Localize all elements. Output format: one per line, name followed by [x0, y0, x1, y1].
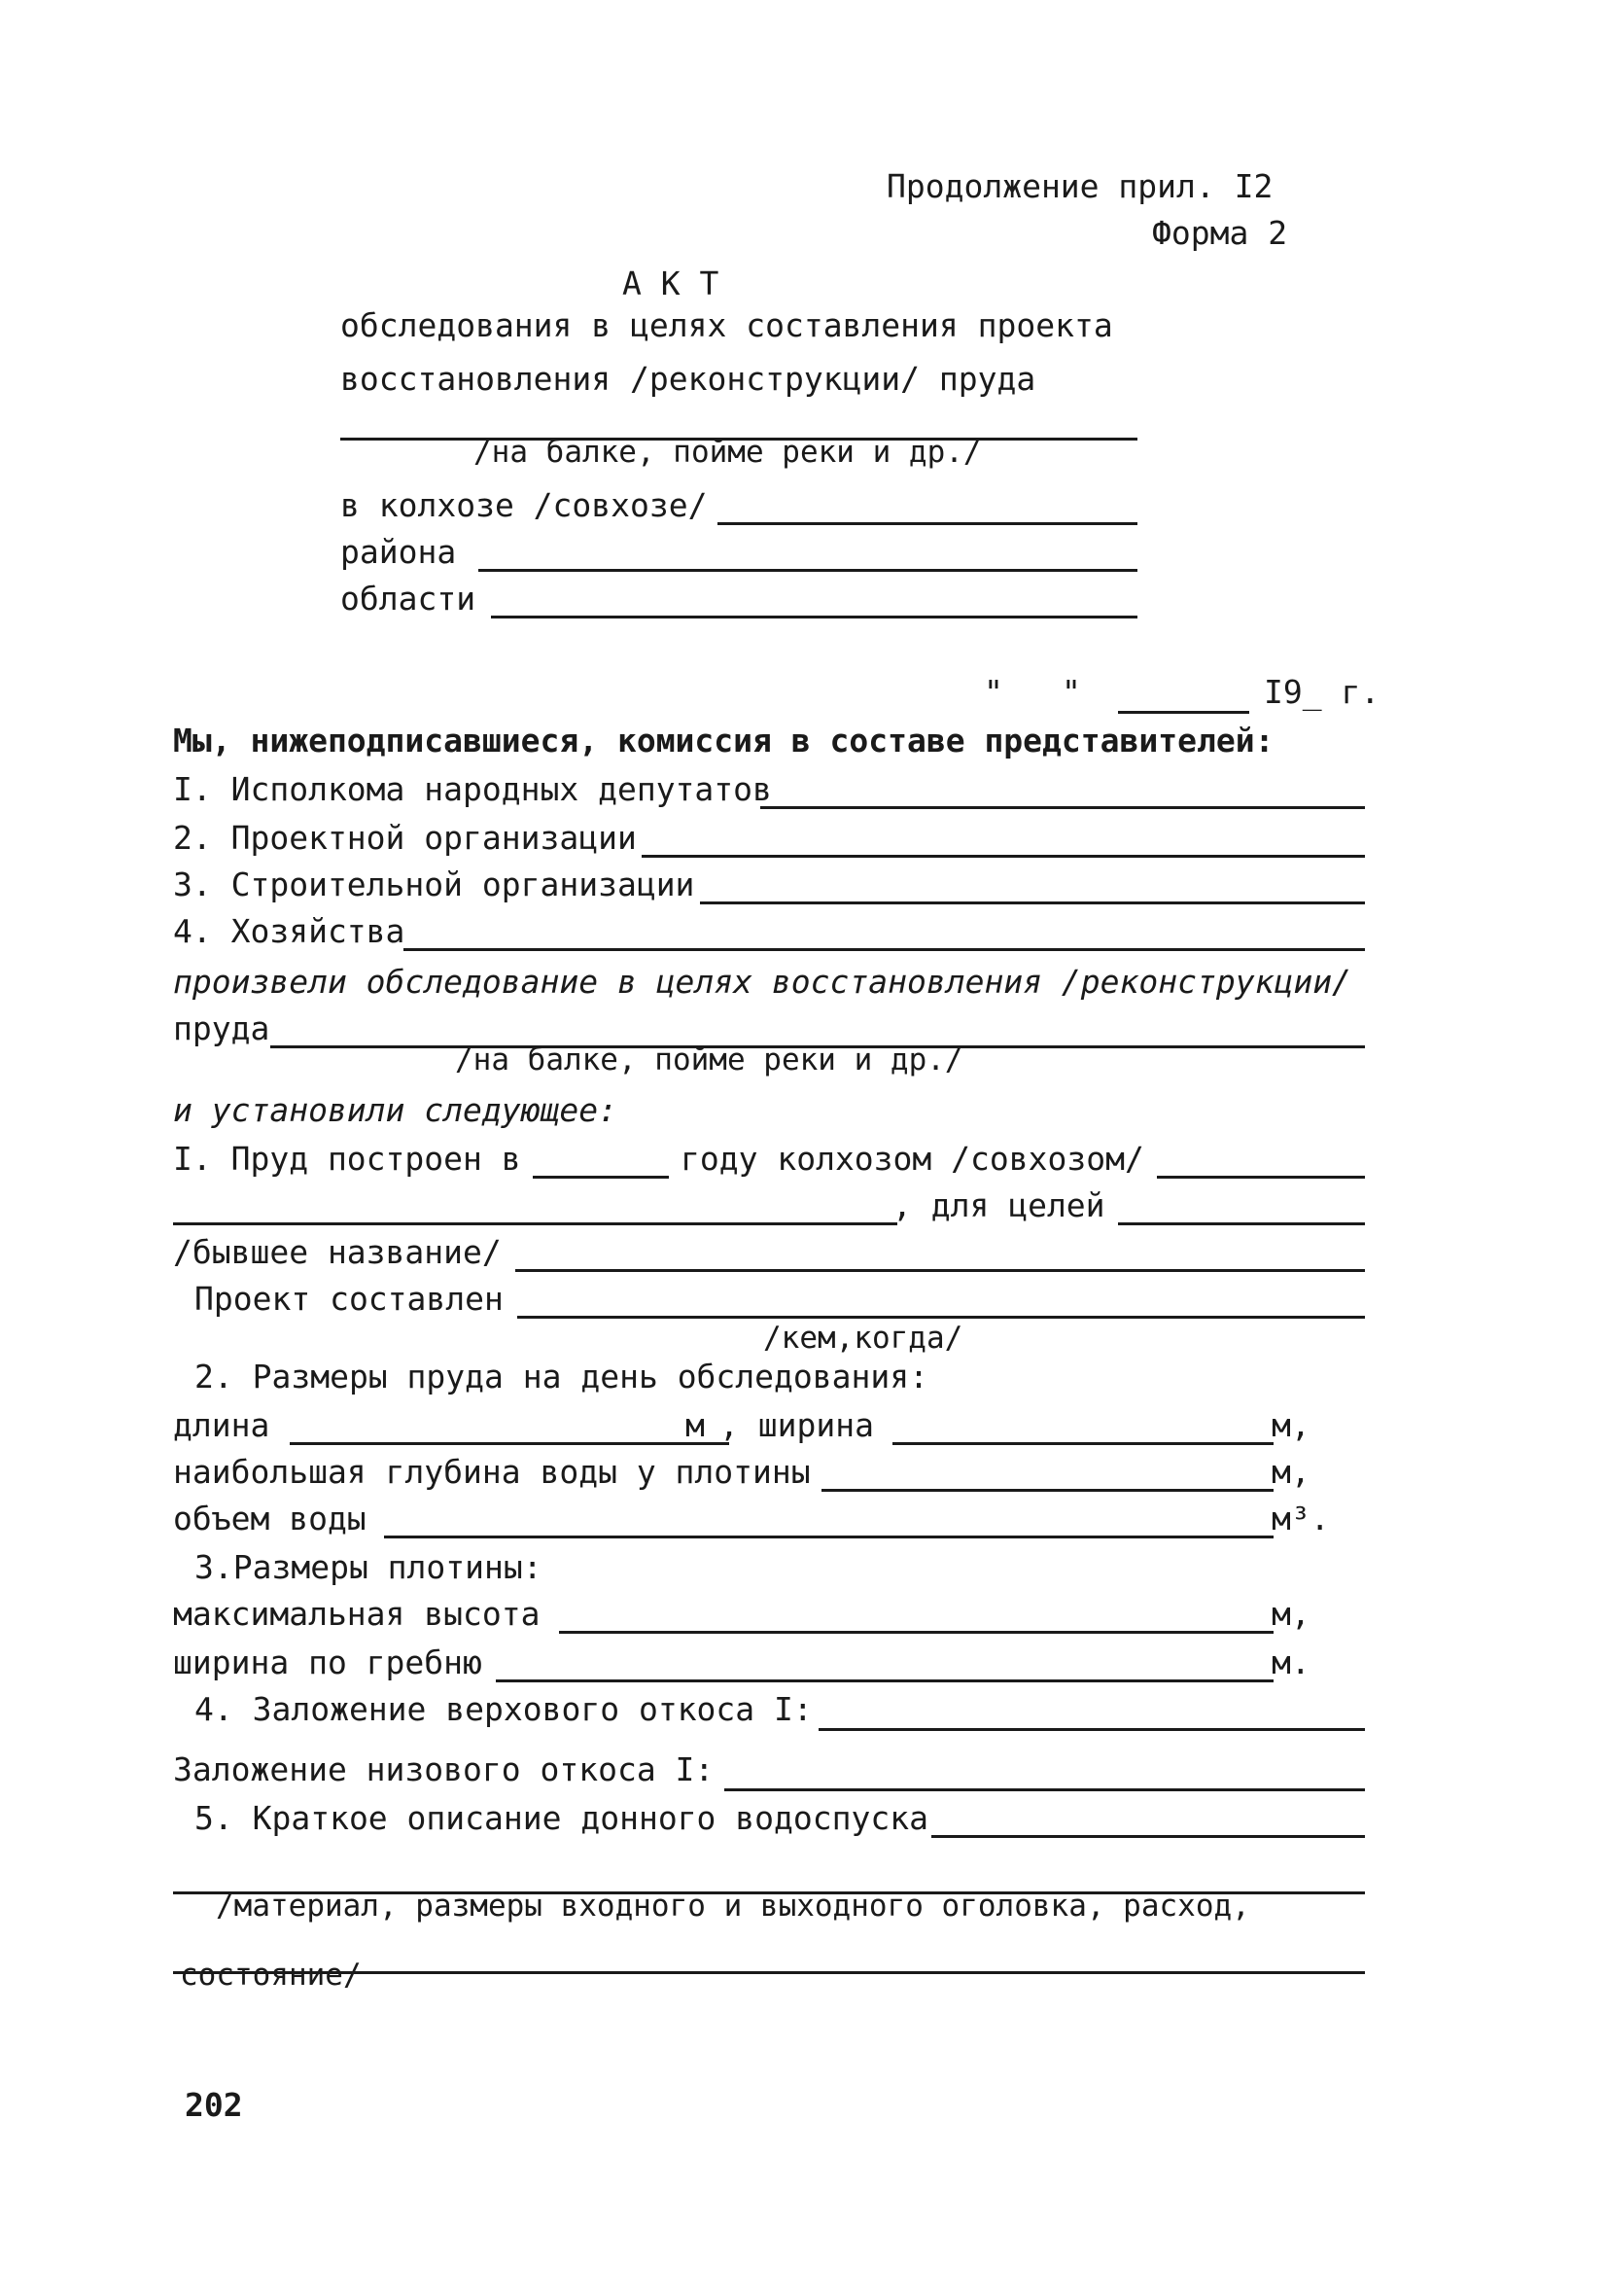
built-by-label: году колхозом /совхозом/ [681, 1140, 1144, 1178]
kolkhoz-label: в колхозе /совхозе/ [340, 486, 708, 524]
section2-title: 2. Размеры пруда на день обследования: [194, 1358, 928, 1395]
former-name-label: /бывшее название/ [173, 1233, 502, 1271]
length-unit: м [685, 1406, 705, 1444]
member-3-line [700, 901, 1365, 904]
outlet-caption-2: состояние/ [180, 1958, 362, 1993]
form-label: Форма 2 [1152, 214, 1288, 252]
member-4-label: 4. Хозяйства [173, 912, 405, 950]
project-caption: /кем,когда/ [763, 1321, 963, 1356]
upstream-slope-line [819, 1728, 1365, 1731]
section3-title: 3.Размеры плотины: [194, 1548, 542, 1586]
purpose-pre-line [173, 1222, 897, 1225]
title-line-1: обследования в целях составления проекта [340, 306, 1113, 344]
crest-width-unit: м. [1272, 1643, 1310, 1681]
established-label: и установили следующее: [173, 1091, 617, 1129]
region-label: области [340, 580, 476, 618]
length-label: длина [173, 1406, 270, 1444]
date-month-line [1118, 711, 1249, 714]
date-quote-close: " [1062, 673, 1081, 711]
member-4-line [403, 948, 1365, 951]
date-year: I9_ г. [1264, 673, 1380, 711]
act-heading: А К Т [622, 265, 719, 302]
section5-title: 5. Краткое описание донного водоспуска [194, 1799, 928, 1837]
pond-location-caption: /на балке, пойме реки и др./ [473, 435, 982, 470]
former-name-line [515, 1269, 1365, 1272]
member-2-label: 2. Проектной организации [173, 819, 637, 857]
project-label: Проект составлен [194, 1280, 504, 1318]
downstream-slope-line [724, 1788, 1365, 1791]
page-number: 202 [185, 2086, 243, 2124]
kolkhoz-line [717, 522, 1137, 525]
pond-label: пруда [173, 1009, 270, 1047]
date-quote-open: " [984, 673, 1003, 711]
purpose-line [1118, 1222, 1365, 1225]
member-3-label: 3. Строительной организации [173, 865, 695, 903]
built-by-line [1157, 1176, 1365, 1179]
max-height-label: максимальная высота [173, 1595, 541, 1633]
district-label: района [340, 533, 457, 571]
commission-intro: Мы, нижеподписавшиеся, комиссия в составе представителей: [173, 722, 1275, 759]
crest-width-label: ширина по гребню [173, 1643, 482, 1681]
max-height-unit: м, [1272, 1595, 1310, 1633]
continuation-label: Продолжение прил. I2 [887, 167, 1274, 205]
volume-line [384, 1536, 1274, 1538]
max-depth-unit: м, [1272, 1453, 1310, 1491]
section5-line [931, 1835, 1365, 1838]
width-unit: м, [1272, 1406, 1310, 1444]
district-line [478, 569, 1137, 572]
crest-width-line [496, 1679, 1274, 1682]
member-2-line [642, 855, 1365, 858]
member-1-label: I. Исполкома народных депутатов [173, 770, 772, 808]
max-depth-line [821, 1489, 1274, 1492]
member-1-line [760, 806, 1365, 809]
downstream-slope-label: Заложение низового откоса I: [173, 1750, 715, 1788]
built-label: I. Пруд построен в [173, 1140, 521, 1178]
survey-line-1: произвели обследование в целях восстановления /реконструкции/ [173, 963, 1351, 1001]
max-height-line [559, 1631, 1274, 1634]
length-line [290, 1442, 729, 1445]
volume-label: объем воды [173, 1500, 367, 1537]
built-year-line [533, 1176, 669, 1179]
upstream-slope-label: 4. Заложение верхового откоса I: [194, 1690, 813, 1728]
width-line [892, 1442, 1274, 1445]
volume-unit: м³. [1272, 1500, 1330, 1537]
purpose-label: , для целей [892, 1186, 1105, 1224]
outlet-caption-1: /материал, размеры входного и выходного оголовка, расход, [216, 1889, 1250, 1924]
region-line [491, 616, 1137, 618]
pond-caption: /на балке, пойме реки и др./ [455, 1042, 963, 1077]
max-depth-label: наибольшая глубина воды у плотины [173, 1453, 811, 1491]
project-line [517, 1316, 1365, 1319]
title-line-2: восстановления /реконструкции/ пруда [340, 360, 1036, 398]
width-label: , ширина [719, 1406, 874, 1444]
